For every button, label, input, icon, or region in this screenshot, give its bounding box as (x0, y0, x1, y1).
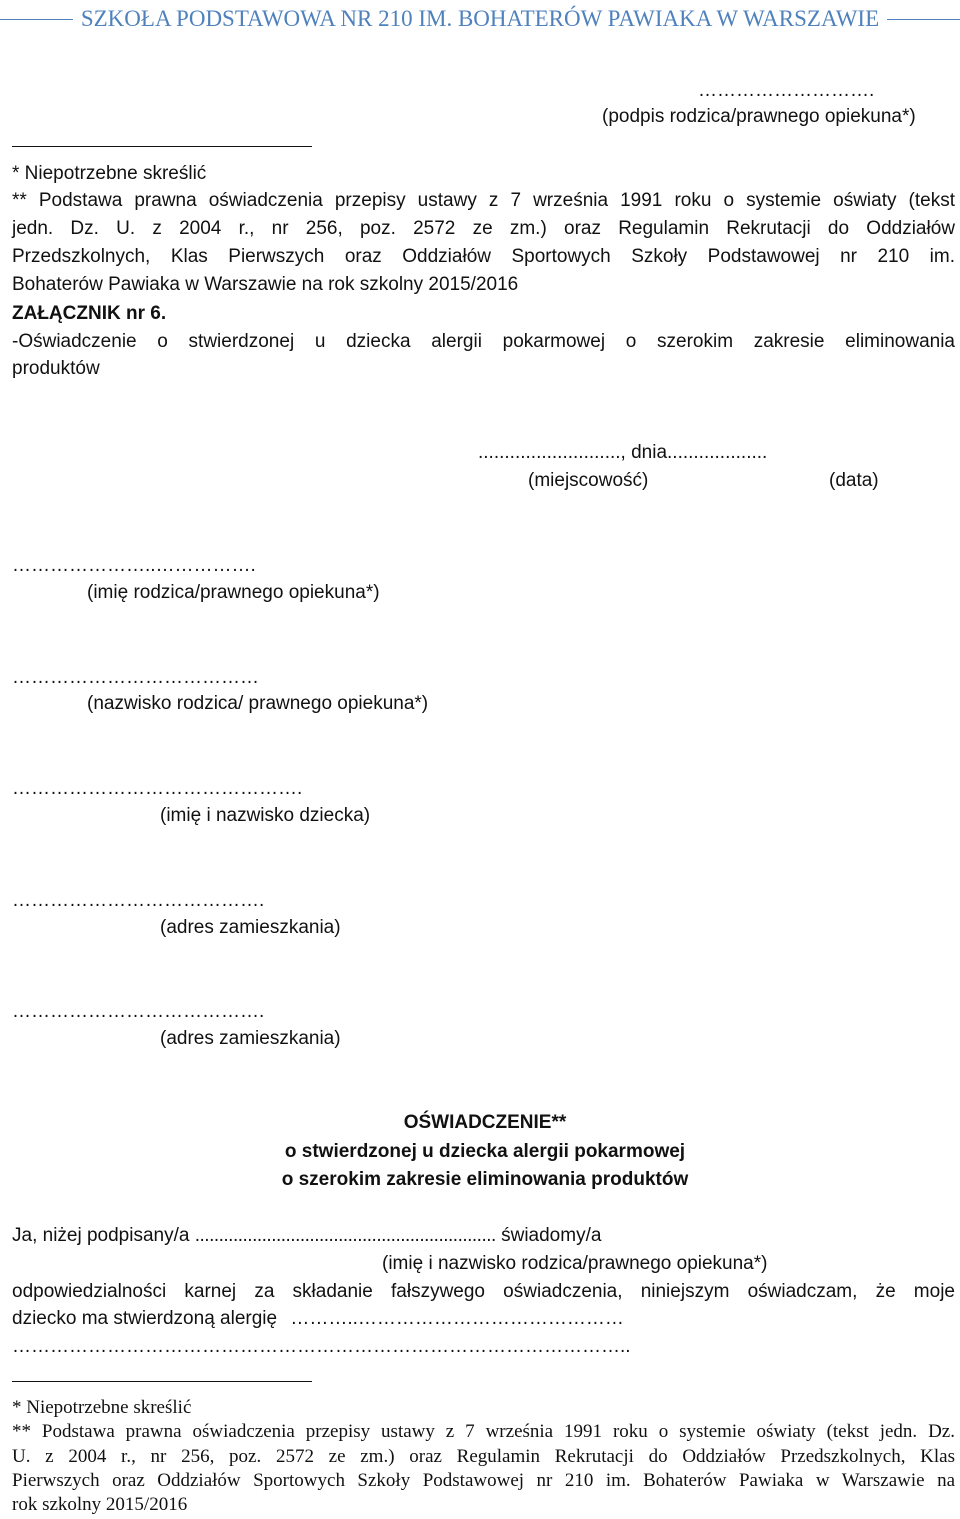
body-end: świadomy/a (501, 1225, 602, 1246)
attachment-title: ZAŁĄCZNIK nr 6. (12, 303, 167, 324)
field-label: (imię i nazwisko dziecka) (160, 805, 371, 826)
field-label: (adres zamieszkania) (160, 1028, 341, 1049)
place-date-line: ..........................., dnia................... (478, 442, 768, 463)
body-start: Ja, niżej podpisany/a (12, 1225, 190, 1246)
field-dots: …………………………………. (12, 890, 265, 911)
header-title (0, 6, 960, 32)
footnote-bottom-line: rok szkolny 2015/2016 (12, 1494, 188, 1515)
statement-subtitle: o szerokim zakresie eliminowania produktów (281, 1169, 689, 1190)
body-line (12, 1225, 601, 1247)
body-dots: ………..…………………………………… (290, 1308, 624, 1329)
date-label: (data) (829, 470, 879, 491)
signature-label: (podpis rodzica/prawnego opiekuna*) (602, 106, 916, 127)
field-dots: …………………..……………. (12, 555, 256, 576)
field-label: (imię rodzica/prawnego opiekuna*) (87, 582, 380, 603)
signature-dots: ………………………. (698, 80, 875, 101)
statement-title: OŚWIADCZENIE** (403, 1112, 567, 1133)
field-label: (nazwisko rodzica/ prawnego opiekuna*) (87, 693, 429, 714)
footnote-bottom-line: U. z 2004 r., nr 256, poz. 2572 ze zm.) oraz Regulamin Rekrutacji do Oddziałów Przedszkolnych, Klas (12, 1446, 955, 1467)
body-line (12, 1308, 624, 1330)
school-title: SZKOŁA PODSTAWOWA NR 210 IM. BOHATERÓW PAWIAKA W WARSZAWIE (73, 6, 887, 31)
footnote-separator (12, 146, 312, 147)
footnote-legal-line: Przedszkolnych, Klas Pierwszych oraz Oddziałów Sportowych Szkoły Podstawowej nr 210 im. (12, 246, 955, 267)
footnote-legal-line: Bohaterów Pawiaka w Warszawie na rok szkolny 2015/2016 (12, 274, 519, 295)
footnote-separator-bottom (12, 1381, 312, 1382)
body-dots: ............................................................... (194, 1225, 496, 1246)
field-dots: …………………………………. (12, 1001, 265, 1022)
body-label: (imię i nazwisko rodzica/prawnego opiekuna*) (382, 1253, 768, 1274)
field-label: (adres zamieszkania) (160, 917, 341, 938)
footnote-legal-line: jedn. Dz. U. z 2004 r., nr 256, poz. 2572 ze zm.) oraz Regulamin Rekrutacji do Oddziałów (12, 218, 955, 239)
field-dots: ………………………………………. (12, 778, 303, 799)
field-dots: ………………………………… (12, 667, 259, 688)
statement-subtitle: o stwierdzonej u dziecka alergii pokarmowej (284, 1141, 686, 1162)
body-line: odpowiedzialności karnej za składanie fałszywego oświadczenia, niniejszym oświadczam, że moje (12, 1281, 955, 1302)
body-dots-line: …………………………………………………………………………………….. (12, 1336, 631, 1357)
place-label: (miejscowość) (528, 470, 649, 491)
footnote-legal-line: ** Podstawa prawna oświadczenia przepisy ustawy z 7 września 1991 roku o systemie oświaty (tekst (12, 190, 955, 211)
footnote-bottom-line: Pierwszych oraz Oddziałów Sportowych Szkoły Podstawowej nr 210 im. Bohaterów Pawiaka w Warszawie na (12, 1470, 955, 1491)
attachment-description-cont: produktów (12, 358, 100, 379)
body-start: dziecko ma stwierdzoną alergię (12, 1308, 278, 1329)
footnote-bottom-line: ** Podstawa prawna oświadczenia przepisy ustawy z 7 września 1991 roku o systemie oświaty (tekst jedn. Dz. (12, 1421, 955, 1442)
attachment-description: -Oświadczenie o stwierdzonej u dziecka alergii pokarmowej o szerokim zakresie eliminowania (12, 331, 955, 352)
footnote-bottom-line: * Niepotrzebne skreślić (12, 1397, 192, 1418)
footnote-asterisk: * Niepotrzebne skreślić (12, 163, 207, 184)
